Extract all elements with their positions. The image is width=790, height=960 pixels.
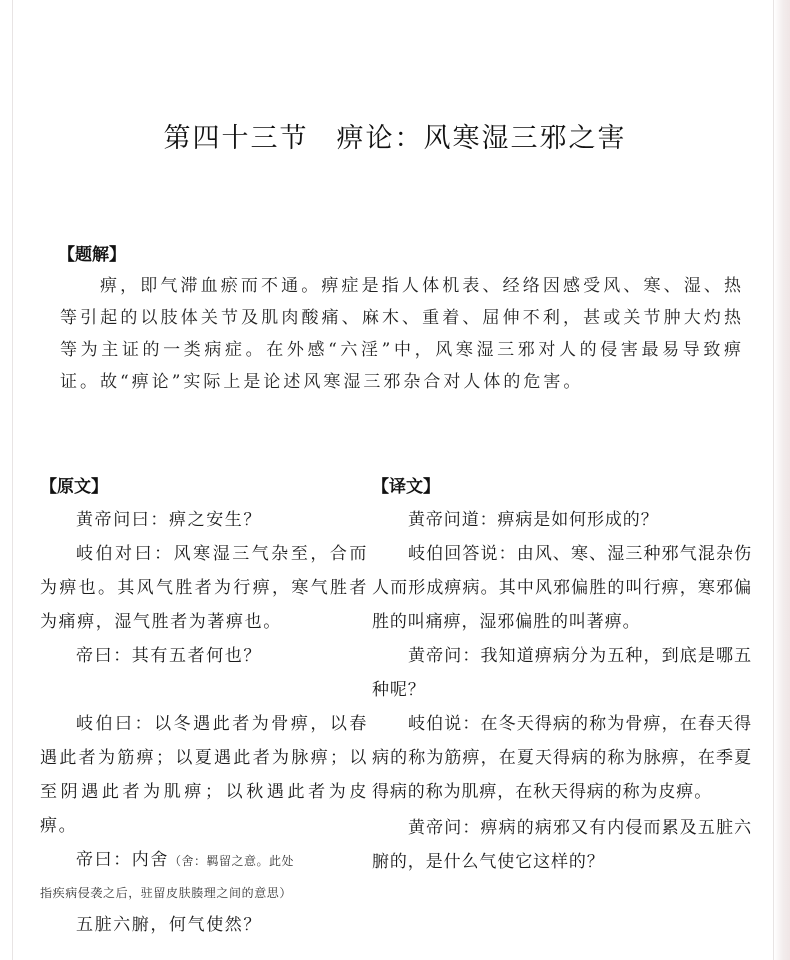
original-paragraph: 帝曰：其有五者何也？ [76,646,262,666]
section-title [0,116,790,155]
original-paragraph: 黄帝问曰：痹之安生？ [76,510,262,530]
original-paragraph: 岐伯曰：以冬遇此者为骨痹，以春遇此者为筋痹；以夏遇此者为脉痹；以至阴遇此者为肌痹；以秋遇此者为皮痹。 [40,714,368,836]
section-number: 第四十三节 [163,123,309,154]
translation-paragraph: 黄帝问道：痹病是如何形成的？ [408,510,659,530]
translation-heading: 【译文】 [372,477,440,497]
translation-paragraph: 岐伯回答说：由风、寒、湿三种邪气混杂伤人而形成痹病。其中风邪偏胜的叫行痹，寒邪偏胜的叫痛痹，湿邪偏胜的叫著痹。 [372,544,752,632]
translation-paragraph: 岐伯说：在冬天得病的称为骨痹，在春天得病的称为筋痹，在夏天得病的称为脉痹，在季夏得病的称为肌痹，在秋天得病的称为皮痹。 [372,714,752,802]
original-heading: 【原文】 [40,477,108,497]
section-topic: 痹论：风寒湿三邪之害 [336,123,627,154]
original-tail: 五脏六腑，何气使然？ [76,915,262,935]
translation-paragraph: 黄帝问：痹病的病邪又有内侵而累及五脏六腑的，是什么气使它这样的？ [372,818,752,872]
original-text-column [40,472,368,960]
translation-paragraph: 黄帝问：我知道痹病分为五种，到底是哪五种呢？ [372,646,752,700]
paragraph-gap [40,673,368,707]
original-last-prefix: 帝曰：内舍 [76,850,169,870]
tijie-heading: 【题解】 [58,245,126,265]
tijie-body: 痹，即气滞血瘀而不通。痹症是指人体机表、经络因感受风、寒、湿、热等引起的以肢体关节及肌肉酸痛、麻木、重着、屈伸不利，甚或关节肿大灼热等为主证的一类病症。在外感“六淫”中，风寒湿三邪对人的侵害最易导致痹证。故“痹论”实际上是论述风寒湿三邪杂合对人体的危害。 [60,276,744,392]
original-paragraph: 岐伯对曰：风寒湿三气杂至，合而为痹也。其风气胜者为行痹，寒气胜者为痛痹，湿气胜者为著痹也。 [40,544,368,632]
annotation-note-line1: （舍：羁留之意。此处 [169,854,295,868]
annotation-note-line2: 指疾病侵袭之后，驻留皮肤腠理之间的意思） [40,886,293,900]
translation-column [372,472,752,960]
original-paragraph-with-note [40,843,368,878]
